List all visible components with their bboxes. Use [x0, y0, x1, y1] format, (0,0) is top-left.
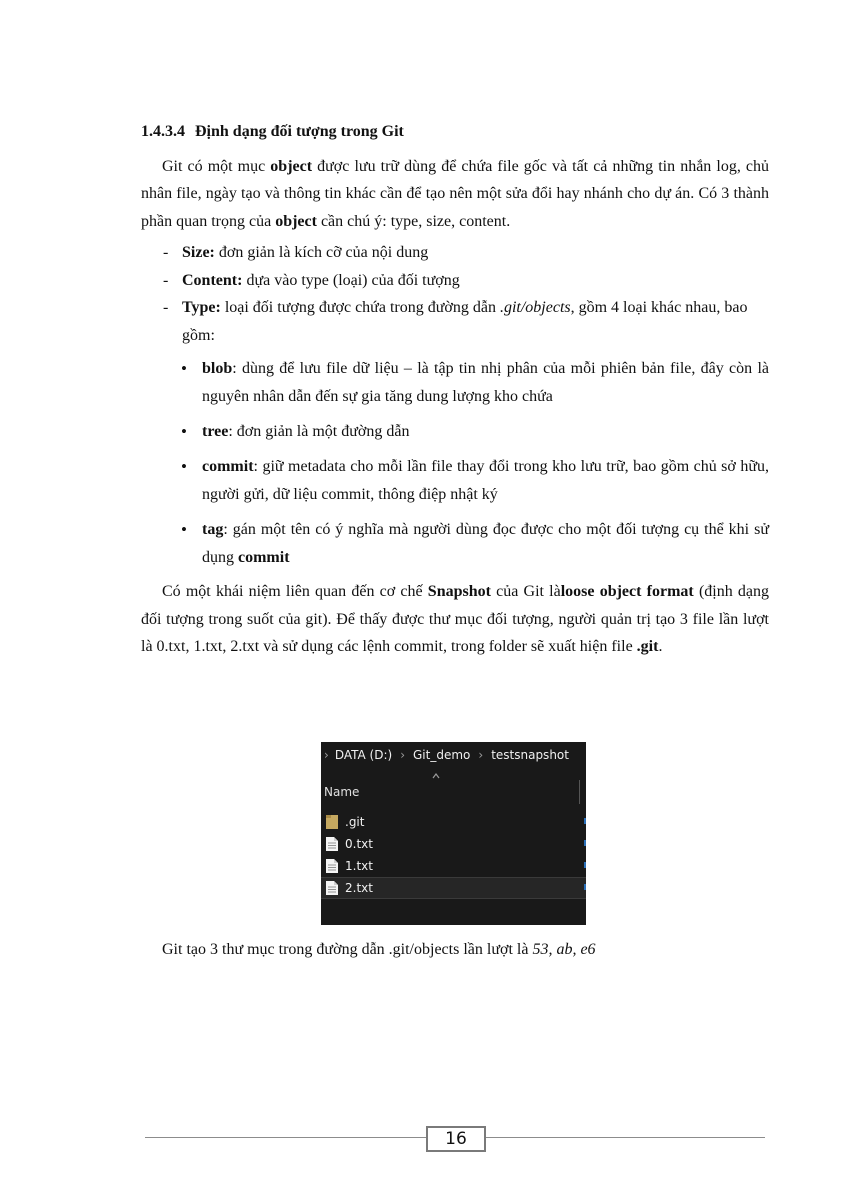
file-row-2txt[interactable] [321, 877, 586, 899]
component-label: Content: [182, 271, 243, 289]
intro-text-2: được lưu trữ dùng để chứa file gốc và tất cả những tin nhắn log, chủ nhân file, ngày tạo và thông tin khác cần để tạo nên một sửa đổi hay nhánh cho dự án. Có 3 thành phần quan trọng của [141, 157, 770, 230]
component-size [141, 239, 769, 267]
type-text: : đơn giản là một đường dẫn [228, 423, 410, 440]
type-tag [141, 516, 769, 572]
type-name: tag [202, 521, 224, 538]
intro-paragraph [141, 153, 769, 236]
file-name: .git [345, 815, 365, 829]
file-row-0txt[interactable] [321, 834, 586, 854]
breadcrumb [321, 746, 569, 764]
sort-ascending-icon [432, 772, 440, 780]
name-column-header[interactable]: Name [324, 785, 360, 799]
chevron-right-icon: › [324, 748, 329, 762]
section-heading [141, 118, 769, 146]
file-explorer-screenshot [321, 742, 586, 925]
intro-bold-object-2: object [275, 212, 317, 230]
type-blob [141, 355, 769, 411]
type-name: commit [202, 458, 254, 475]
text-file-icon [325, 880, 339, 896]
status-indicator [584, 862, 586, 868]
snapshot-paragraph [141, 578, 769, 661]
breadcrumb-testsnapshot[interactable]: testsnapshot [491, 748, 569, 762]
intro-bold-object-1: object [270, 157, 313, 175]
objects-path: .git/objects [499, 299, 571, 316]
loose-object-format-bold: loose object format [560, 583, 694, 600]
column-divider[interactable] [579, 780, 580, 804]
type-text: : dùng để lưu file dữ liệu – là tập tin nhị phân của mỗi phiên bản file, đây còn là nguyên nhân dẫn đến sự gia tăng dung lượng kho chứa [202, 360, 769, 405]
chevron-right-icon: › [400, 748, 405, 762]
type-tree [141, 418, 769, 446]
breadcrumb-drive[interactable]: DATA (D:) [334, 748, 393, 762]
component-label: Type: [182, 299, 221, 316]
component-text: dựa vào type (loại) của đối tượng [242, 271, 460, 289]
text-file-icon [325, 858, 339, 874]
snapshot-text-4: . [658, 638, 663, 655]
type-name: blob [202, 360, 233, 377]
type-bold-commit: commit [238, 549, 290, 566]
file-name: 1.txt [345, 859, 373, 873]
component-text: , gồm 4 loại khác nhau, bao gồm: [182, 299, 748, 344]
status-indicator [584, 818, 586, 824]
type-text: : gán một tên có ý nghĩa mà người dùng đọc được cho một đối tượng cụ thể khi sử dụng [202, 521, 769, 566]
component-text: loại đối tượng được chứa trong đường dẫn [220, 299, 500, 316]
type-text: : giữ metadata cho mỗi lần file thay đổi trong kho lưu trữ, bao gồm chủ sở hữu, người gửi, dữ liệu commit, thông điệp nhật ký [202, 458, 769, 503]
file-row-git[interactable] [321, 812, 586, 832]
type-commit [141, 453, 769, 509]
snapshot-text-3: (định dạng đối tượng trong suốt của git). Để thấy được thư mục đối tượng, người quản trị tạo 3 file lần lượt là 0.txt, 1.txt, 2.txt và sử dụng các lệnh commit, trong folder sẽ xuất hiện file [141, 583, 770, 655]
page-number: 16 [426, 1126, 486, 1152]
footer-rule-left [145, 1137, 426, 1138]
snapshot-bold: Snapshot [427, 583, 491, 600]
section-title: Định dạng đối tượng trong Git [195, 123, 404, 140]
status-indicator [584, 840, 586, 846]
snapshot-text-1: Có một khái niệm liên quan đến cơ chế [162, 583, 428, 600]
section-number: 1.4.3.4 [141, 123, 185, 140]
caption-text: Git tạo 3 thư mục trong đường dẫn .git/objects lần lượt là [162, 941, 533, 958]
page-body [141, 118, 769, 661]
text-file-icon [325, 836, 339, 852]
file-name: 2.txt [345, 881, 373, 895]
intro-text-1: Git có một mục [162, 157, 271, 175]
component-content [141, 267, 769, 295]
file-name: 0.txt [345, 837, 373, 851]
component-label: Size: [182, 244, 215, 261]
caption-italic-folders: 53, ab, e6 [532, 941, 596, 958]
component-type [141, 294, 769, 349]
footer-rule-right [485, 1137, 765, 1138]
component-text: đơn giản là kích cỡ của nội dung [214, 244, 429, 261]
folder-icon [325, 814, 339, 830]
type-name: tree [202, 423, 229, 440]
snapshot-text-2: của Git là [490, 583, 561, 600]
intro-text-3: cần chú ý: type, size, content. [316, 212, 511, 230]
git-folder-bold: .git [636, 638, 659, 655]
components-list [141, 239, 769, 349]
figure-caption [162, 936, 596, 964]
breadcrumb-git-demo[interactable]: Git_demo [413, 748, 471, 762]
chevron-right-icon: › [478, 748, 484, 762]
status-indicator [584, 884, 586, 890]
file-row-1txt[interactable] [321, 856, 586, 876]
object-types-list [141, 355, 769, 572]
